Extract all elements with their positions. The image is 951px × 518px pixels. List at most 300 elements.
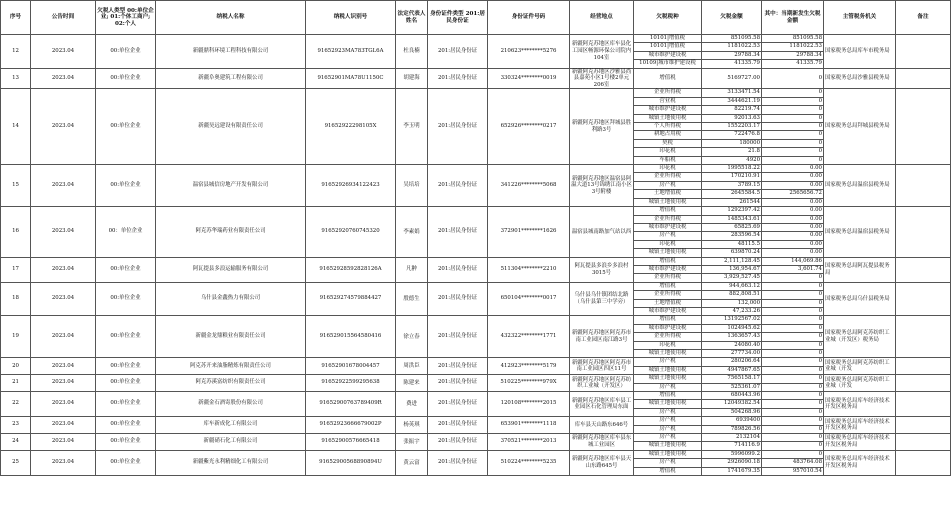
legal-rep: 周洪臣: [396, 358, 428, 375]
arrears-amount: 525361.07: [702, 383, 762, 391]
id-number: 653901********1118: [488, 417, 570, 434]
business-address: 乌什县乌什镇团结北路（乌什县第三中学旁）: [570, 282, 634, 316]
tax-type: 城市维护建设税: [634, 106, 702, 114]
taxpayer-id: 91652923666679002P: [306, 417, 396, 434]
table-row: [1, 417, 951, 425]
tax-type: 城镇土地使用税: [634, 366, 702, 374]
id-type: 201:居民身份证: [428, 257, 488, 282]
taxpayer-id: 91652920760745320: [306, 207, 396, 257]
taxpayer-name: 库车新成化工有限公司: [156, 417, 306, 434]
record-no: 25: [1, 450, 31, 475]
arrears-amount: 82219.74: [702, 106, 762, 114]
current-arrears-amount: 0: [762, 307, 824, 315]
legal-rep: 费进: [396, 392, 428, 417]
arrears-amount: 944,663.12: [702, 282, 762, 290]
arrears-amount: 283596.54: [702, 232, 762, 240]
tax-office: 国家税务总局阿克苏纺织工业城（开发: [824, 375, 896, 392]
remark: [896, 207, 951, 257]
tax-type: 房产税: [634, 459, 702, 467]
remark: [896, 282, 951, 316]
current-arrears-amount: 0.00: [762, 232, 824, 240]
id-type: 201:居民身份证: [428, 89, 488, 165]
record-no: 22: [1, 392, 31, 417]
taxpayer-type: 00:单位企业: [96, 35, 156, 69]
arrears-amount: 41335.79: [702, 60, 762, 68]
arrears-amount: 21.8: [702, 148, 762, 156]
arrears-amount: 504268.96: [702, 408, 762, 416]
current-arrears-amount: 0.00: [762, 165, 824, 173]
tax-office: 国家税务总局温宿县税务局: [824, 165, 896, 207]
id-number: 120108********2015: [488, 392, 570, 417]
arrears-amount: 882,808.51: [702, 291, 762, 299]
col-header-addr: 经营地点: [570, 1, 634, 35]
current-arrears-amount: 0: [762, 156, 824, 164]
id-type: 201:居民身份证: [428, 316, 488, 358]
record-no: 24: [1, 434, 31, 451]
current-arrears-amount: 0: [762, 333, 824, 341]
tax-type: 房产税: [634, 425, 702, 433]
table-row: [1, 35, 951, 43]
tax-type: 增值税: [634, 316, 702, 324]
current-arrears-amount: 0.00: [762, 198, 824, 206]
tax-type: 城市维护建设税: [634, 307, 702, 315]
announce-date: 2023.04: [31, 358, 96, 375]
business-address: 库车县天山路东646号: [570, 417, 634, 434]
arrears-amount: 47,233.26: [702, 307, 762, 315]
tax-type: 印花税: [634, 341, 702, 349]
current-arrears-amount: 0: [762, 68, 824, 89]
tax-office: 国家税务总局拜城县税务局: [824, 89, 896, 165]
tax-type: 城镇土地使用税: [634, 450, 702, 458]
announce-date: 2023.04: [31, 282, 96, 316]
business-address: 新疆阿克苏地区库车县东城工业园区: [570, 434, 634, 451]
legal-rep: 黄云富: [396, 450, 428, 475]
arrears-amount: 2926090.18: [702, 459, 762, 467]
current-arrears-amount: 0: [762, 434, 824, 442]
current-arrears-amount: 0: [762, 324, 824, 332]
arrears-amount: 1292397.42: [702, 207, 762, 215]
current-arrears-amount: 0: [762, 350, 824, 358]
announce-date: 2023.04: [31, 450, 96, 475]
current-arrears-amount: 0: [762, 375, 824, 383]
tax-office: 国家税务总局乌什县税务局: [824, 282, 896, 316]
current-arrears-amount: 0: [762, 291, 824, 299]
arrears-amount: 13192567.02: [702, 316, 762, 324]
tax-office: 国家税务总局库车经济技术开发区税务局: [824, 417, 896, 434]
arrears-amount: 3,929,527.45: [702, 274, 762, 282]
arrears-amount: 2645584.5: [702, 190, 762, 198]
business-address: 温宿县城南路加气站以西: [570, 207, 634, 257]
tax-type: 增值税: [634, 207, 702, 215]
taxpayer-name: 温宿县城信房地产开发有限公司: [156, 165, 306, 207]
arrears-amount: 1741679.35: [702, 467, 762, 475]
col-header-tax: 欠税税种: [634, 1, 702, 35]
tax-type: 城镇土地使用税: [634, 442, 702, 450]
id-number: 412923********5179: [488, 358, 570, 375]
business-address: 新疆阿克苏地区拜城县胜利路3号: [570, 89, 634, 165]
legal-rep: 凡翀: [396, 257, 428, 282]
announce-date: 2023.04: [31, 434, 96, 451]
current-arrears-amount: 0: [762, 358, 824, 366]
record-no: 23: [1, 417, 31, 434]
arrears-amount: 277734.00: [702, 350, 762, 358]
taxpayer-type: 00:单位企业: [96, 68, 156, 89]
taxpayer-type: 00:单位企业: [96, 89, 156, 165]
legal-rep: 徐立春: [396, 316, 428, 358]
announce-date: 2023.04: [31, 417, 96, 434]
arrears-amount: 3789.15: [702, 181, 762, 189]
remark: [896, 257, 951, 282]
taxpayer-type: 00:单位企业: [96, 417, 156, 434]
business-address: 新疆阿克苏地区库车县化工园区畅源环保公司院内104室: [570, 35, 634, 69]
arrears-amount: 48115.5: [702, 240, 762, 248]
record-no: 15: [1, 165, 31, 207]
remark: [896, 392, 951, 417]
tax-office: 国家税务总局库车经济技术开发区税务局: [824, 450, 896, 475]
taxpayer-id: 91652922298105X: [306, 89, 396, 165]
id-number: 341226********5068: [488, 165, 570, 207]
current-arrears-amount: 0: [762, 299, 824, 307]
tax-type: 房产税: [634, 434, 702, 442]
taxpayer-type: 00:单位企业: [96, 257, 156, 282]
tax-type: 增值税: [634, 392, 702, 400]
tax-type: 城镇土地使用税: [634, 350, 702, 358]
table-row: [1, 282, 951, 290]
record-no: 18: [1, 282, 31, 316]
id-type: 201:居民身份证: [428, 282, 488, 316]
tax-type: 房产税: [634, 408, 702, 416]
col-header-type: 欠税人类型 00:单位企业; 01:个体工商户; 02:个人: [96, 1, 156, 35]
col-header-tin: 纳税人识别号: [306, 1, 396, 35]
taxpayer-name: 阿克苏开来油脂精炼有限责任公司: [156, 358, 306, 375]
tax-office: 国家税务总局温宿县税务局: [824, 207, 896, 257]
business-address: 新疆阿克苏地区沙雅县尚县嘉苑小区1号楼2单元206室: [570, 68, 634, 89]
tax-type: 契税: [634, 139, 702, 147]
taxpayer-name: 阿克苏华瑞药业有限责任公司: [156, 207, 306, 257]
arrears-amount: 714116.9: [702, 442, 762, 450]
current-arrears-amount: 0: [762, 408, 824, 416]
table-row: [1, 434, 951, 442]
col-header-name: 纳税人名称: [156, 1, 306, 35]
record-no: 17: [1, 257, 31, 282]
legal-rep: 李素娟: [396, 207, 428, 257]
announce-date: 2023.04: [31, 257, 96, 282]
table-row: [1, 257, 951, 265]
remark: [896, 68, 951, 89]
remark: [896, 165, 951, 207]
arrears-amount: 5996099.2: [702, 450, 762, 458]
tax-type: 增值税: [634, 257, 702, 265]
arrears-amount: 1995518.22: [702, 165, 762, 173]
col-header-date: 公告时间: [31, 1, 96, 35]
legal-rep: 杨英琪: [396, 417, 428, 434]
arrears-amount: 65825.69: [702, 223, 762, 231]
current-arrears-amount: 0.00: [762, 223, 824, 231]
remark: [896, 375, 951, 392]
current-arrears-amount: 2565656.72: [762, 190, 824, 198]
id-type: 201:居民身份证: [428, 450, 488, 475]
id-number: 510225********979X: [488, 375, 570, 392]
table-row: [1, 375, 951, 383]
arrears-amount: 4947867.65: [702, 366, 762, 374]
tax-type: 房产税: [634, 181, 702, 189]
current-arrears-amount: 0: [762, 417, 824, 425]
arrears-amount: 4920: [702, 156, 762, 164]
current-arrears-amount: 957010.54: [762, 467, 824, 475]
tax-type: 企业所得税: [634, 333, 702, 341]
current-arrears-amount: 0.00: [762, 215, 824, 223]
tax-type: 企业所得税: [634, 89, 702, 97]
arrears-amount: 1363657.43: [702, 333, 762, 341]
current-arrears-amount: 3,601.74: [762, 265, 824, 273]
tax-type: 企业所得税: [634, 274, 702, 282]
business-address: 新疆阿克苏地区库车县工业园区石化管理局东面: [570, 392, 634, 417]
tax-type: 城市维护建设税: [634, 324, 702, 332]
taxpayer-id: 91652928592828126A: [306, 257, 396, 282]
legal-rep: 杜良楠: [396, 35, 428, 69]
current-arrears-amount: 0: [762, 123, 824, 131]
tax-office: 国家税务总局库车经济技术开发区税务局: [824, 434, 896, 451]
tax-type: 个人所得税: [634, 123, 702, 131]
announce-date: 2023.04: [31, 89, 96, 165]
arrears-amount: 136,954.67: [702, 265, 762, 273]
id-type: 201:居民身份证: [428, 68, 488, 89]
current-arrears-amount: 0: [762, 341, 824, 349]
taxpayer-name: 新疆金龙鼎粮业有限责任公司: [156, 316, 306, 358]
id-number: 370521********2013: [488, 434, 570, 451]
taxpayer-type: 00:单位企业: [96, 392, 156, 417]
id-number: 652926********0217: [488, 89, 570, 165]
business-address: 新疆阿克苏地区库车县天山东路645号: [570, 450, 634, 475]
tax-type: 增值税: [634, 68, 702, 89]
id-type: 201:居民身份证: [428, 375, 488, 392]
arrears-amount: 6939400: [702, 417, 762, 425]
col-header-current: 其中：当期新发生欠税金额: [762, 1, 824, 35]
tax-type: 城镇土地使用税: [634, 114, 702, 122]
table-row: [1, 358, 951, 366]
table-row: [1, 89, 951, 97]
arrears-amount: 851095.58: [702, 35, 762, 43]
remark: [896, 89, 951, 165]
record-no: 13: [1, 68, 31, 89]
legal-rep: 殷德生: [396, 282, 428, 316]
col-header-no: 序号: [1, 1, 31, 35]
col-header-amount: 欠税金额: [702, 1, 762, 35]
record-no: 21: [1, 375, 31, 392]
current-arrears-amount: 0: [762, 274, 824, 282]
current-arrears-amount: 1181022.53: [762, 43, 824, 51]
tax-type: 增值税: [634, 467, 702, 475]
taxpayer-type: 00:单位企业: [96, 165, 156, 207]
business-address: 新疆阿克苏地区温宿县阿温大道13号锦绣江南小区3号附楼: [570, 165, 634, 207]
arrears-amount: 24080.40: [702, 341, 762, 349]
announce-date: 2023.04: [31, 68, 96, 89]
current-arrears-amount: 0: [762, 442, 824, 450]
id-type: 201:居民身份证: [428, 417, 488, 434]
record-no: 19: [1, 316, 31, 358]
announce-date: 2023.04: [31, 35, 96, 69]
tax-type: 土地增值税: [634, 299, 702, 307]
arrears-amount: 2,111,128.45: [702, 257, 762, 265]
tax-type: 耕地占用税: [634, 131, 702, 139]
tax-type: 房产税: [634, 232, 702, 240]
remark: [896, 450, 951, 475]
announce-date: 2023.04: [31, 375, 96, 392]
tax-type: 城镇土地使用税: [634, 375, 702, 383]
table-row: [1, 68, 951, 89]
current-arrears-amount: 851095.58: [762, 35, 824, 43]
current-arrears-amount: 0: [762, 392, 824, 400]
arrears-amount: 92013.63: [702, 114, 762, 122]
taxpayer-id: 91652923MA783TGL6A: [306, 35, 396, 69]
taxpayer-type: 00:单位企业: [96, 316, 156, 358]
remark: [896, 434, 951, 451]
taxpayer-type: 00:单位企业: [96, 434, 156, 451]
tax-type: 城镇土地使用税: [634, 400, 702, 408]
business-address: 新疆阿克苏地区阿克苏纺织工业城（开发区）: [570, 375, 634, 392]
tax-type: 房产税: [634, 417, 702, 425]
current-arrears-amount: 0: [762, 366, 824, 374]
id-number: 650104********0017: [488, 282, 570, 316]
tax-type: 城市维护建设税: [634, 223, 702, 231]
current-arrears-amount: 0.00: [762, 173, 824, 181]
taxpayer-type: 00:单位企业: [96, 282, 156, 316]
tax-type: 房产税: [634, 383, 702, 391]
tax-type: 城镇土地使用税: [634, 249, 702, 257]
current-arrears-amount: 0: [762, 97, 824, 105]
arrears-amount: 789826.56: [702, 425, 762, 433]
col-header-idtype: 身份证件类型 201:居民身份证: [428, 1, 488, 35]
id-number: 432322********1771: [488, 316, 570, 358]
arrears-amount: 3444621.19: [702, 97, 762, 105]
taxpayer-name: 新疆鼎科环境工程科技有限公司: [156, 35, 306, 69]
tax-office: 国家税务总局阿克苏纺织工业城（开发: [824, 358, 896, 375]
table-row: [1, 450, 951, 458]
arrears-amount: 261544: [702, 198, 762, 206]
current-arrears-amount: 0: [762, 400, 824, 408]
col-header-office: 主管税务机关: [824, 1, 896, 35]
current-arrears-amount: 0: [762, 148, 824, 156]
arrears-amount: 280206.64: [702, 358, 762, 366]
record-no: 12: [1, 35, 31, 69]
legal-rep: 张振宇: [396, 434, 428, 451]
arrears-amount: 180000: [702, 139, 762, 147]
taxpayer-name: 乌什县金鑫热力有限公司: [156, 282, 306, 316]
arrears-amount: 5169727.00: [702, 68, 762, 89]
announce-date: 2023.04: [31, 165, 96, 207]
taxpayer-id: 91652900576665418: [306, 434, 396, 451]
arrears-amount: 12049382.54: [702, 400, 762, 408]
table-row: [1, 165, 951, 173]
tax-office: 国家税务总局库车市税务局: [824, 35, 896, 69]
tax-type: 印花税: [634, 165, 702, 173]
id-number: 210623********5276: [488, 35, 570, 69]
current-arrears-amount: 0: [762, 450, 824, 458]
taxpayer-type: 00:单位企业: [96, 358, 156, 375]
id-type: 201:居民身份证: [428, 358, 488, 375]
tax-office: 国家税务总局阿瓦提县税务局: [824, 257, 896, 282]
id-type: 201:居民身份证: [428, 35, 488, 69]
arrears-amount: 132,000: [702, 299, 762, 307]
arrears-amount: 1552203.17: [702, 123, 762, 131]
taxpayer-id: 916529015564580416: [306, 316, 396, 358]
id-number: 511304********2210: [488, 257, 570, 282]
current-arrears-amount: 0: [762, 106, 824, 114]
tax-type: 增值税: [634, 282, 702, 290]
legal-rep: 陈建来: [396, 375, 428, 392]
current-arrears-amount: 0: [762, 131, 824, 139]
tax-type: 10109|城市维护建设税: [634, 60, 702, 68]
current-arrears-amount: 0: [762, 139, 824, 147]
tax-type: 10101|增值税: [634, 43, 702, 51]
header-row: [1, 1, 951, 35]
current-arrears-amount: 0.00: [762, 207, 824, 215]
tax-type: 城镇土地使用税: [634, 198, 702, 206]
taxpayer-name: 新疆紫光永利精细化工有限公司: [156, 450, 306, 475]
remark: [896, 417, 951, 434]
taxpayer-id: 91652922599295638: [306, 375, 396, 392]
tax-type: 企业所得税: [634, 173, 702, 181]
current-arrears-amount: 144,069.86: [762, 257, 824, 265]
legal-rep: 胡建海: [396, 68, 428, 89]
remark: [896, 316, 951, 358]
taxpayer-name: 新疆昊远建设有限责任公司: [156, 89, 306, 165]
current-arrears-amount: 41335.79: [762, 60, 824, 68]
table-row: [1, 207, 951, 215]
record-no: 20: [1, 358, 31, 375]
business-address: 新疆阿克苏地区阿克苏市南工业园区四区11号: [570, 358, 634, 375]
taxpayer-name: 新疆硝石化工有限公司: [156, 434, 306, 451]
table-row: [1, 392, 951, 400]
arrears-amount: 1485343.61: [702, 215, 762, 223]
tax-type: 印花税: [634, 240, 702, 248]
arrears-amount: 7565158.17: [702, 375, 762, 383]
arrears-amount: 639870.24: [702, 249, 762, 257]
id-number: 330324********0019: [488, 68, 570, 89]
taxpayer-id: 91652926934122423: [306, 165, 396, 207]
announce-date: 2023.04: [31, 392, 96, 417]
table-body: [1, 35, 951, 476]
id-type: 201:居民身份证: [428, 392, 488, 417]
tax-type: 城市维护建设税: [634, 51, 702, 59]
current-arrears-amount: 29788.34: [762, 51, 824, 59]
current-arrears-amount: 0: [762, 282, 824, 290]
id-number: 372901********1626: [488, 207, 570, 257]
arrears-amount: 170210.91: [702, 173, 762, 181]
tax-type: 房产税: [634, 358, 702, 366]
tax-type: 营业税: [634, 97, 702, 105]
announce-date: 2023.04: [31, 207, 96, 257]
announce-date: 2023.04: [31, 316, 96, 358]
tax-type: 企业所得税: [634, 215, 702, 223]
tax-office: 国家税务总局沙雅县税务局: [824, 68, 896, 89]
remark: [896, 35, 951, 69]
col-header-note: 备注: [896, 1, 951, 35]
business-address: 阿瓦提县多浪乡多浪村3015号: [570, 257, 634, 282]
taxpayer-id: 91652900568890894U: [306, 450, 396, 475]
business-address: 新疆阿克苏地区阿克苏市南工业园区南江路3号: [570, 316, 634, 358]
legal-rep: 吴培培: [396, 165, 428, 207]
taxpayer-name: 阿瓦提县多浪运输服务有限公司: [156, 257, 306, 282]
taxpayer-type: 00:单位企业: [96, 375, 156, 392]
id-type: 201:居民身份证: [428, 207, 488, 257]
tax-type: 土地增值税: [634, 190, 702, 198]
record-no: 14: [1, 89, 31, 165]
tax-type: 车船税: [634, 156, 702, 164]
current-arrears-amount: 483764.08: [762, 459, 824, 467]
tax-type: 印花税: [634, 148, 702, 156]
id-number: 510224********5235: [488, 450, 570, 475]
